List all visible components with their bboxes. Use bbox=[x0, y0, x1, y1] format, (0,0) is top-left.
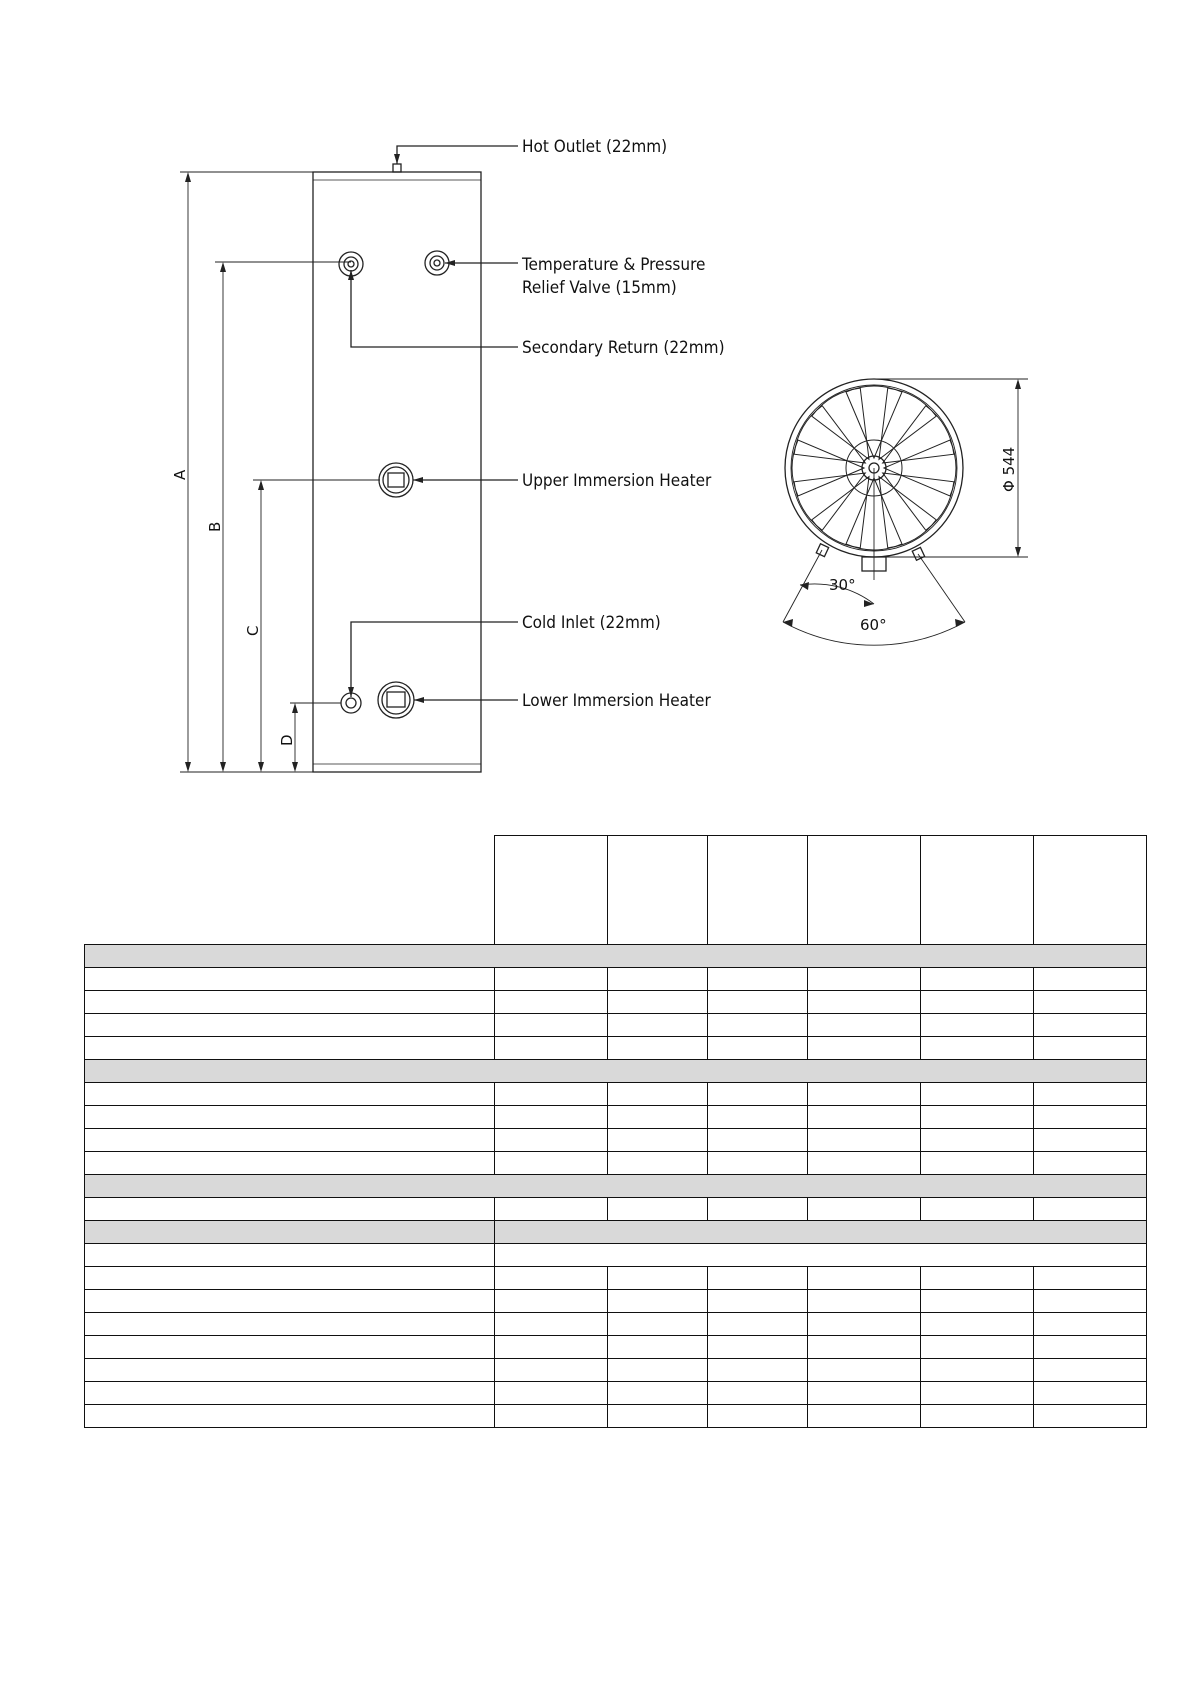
table-cell bbox=[85, 1175, 1147, 1198]
table-cell bbox=[495, 836, 608, 945]
table-cell bbox=[808, 1198, 921, 1221]
table-cell bbox=[495, 1267, 608, 1290]
table-cell bbox=[708, 1106, 808, 1129]
table-cell bbox=[608, 1152, 708, 1175]
table-row bbox=[85, 1014, 1147, 1037]
table-cell bbox=[495, 1106, 608, 1129]
table-cell bbox=[921, 1152, 1034, 1175]
table-cell bbox=[708, 1198, 808, 1221]
table-cell bbox=[921, 1359, 1034, 1382]
table-cell bbox=[1034, 1083, 1147, 1106]
lower-immersion-boss bbox=[378, 682, 518, 718]
table-cell bbox=[608, 991, 708, 1014]
upper-immersion-label: Upper Immersion Heater bbox=[522, 471, 712, 491]
table-cell bbox=[708, 1267, 808, 1290]
table-cell bbox=[85, 1060, 1147, 1083]
table-cell bbox=[495, 1083, 608, 1106]
dim-c-label: C bbox=[244, 625, 262, 636]
table-cell bbox=[608, 836, 708, 945]
table-cell bbox=[85, 1083, 495, 1106]
table-corner bbox=[85, 836, 495, 945]
table-cell bbox=[608, 1014, 708, 1037]
table-cell bbox=[608, 1198, 708, 1221]
table-cell bbox=[608, 1037, 708, 1060]
table-row bbox=[85, 1313, 1147, 1336]
table-cell bbox=[808, 1382, 921, 1405]
tp-relief-valve bbox=[425, 251, 518, 275]
table-cell bbox=[608, 1405, 708, 1428]
table-cell bbox=[85, 945, 1147, 968]
table-cell bbox=[808, 1037, 921, 1060]
table-cell bbox=[85, 1267, 495, 1290]
table-cell bbox=[708, 1359, 808, 1382]
table-cell bbox=[708, 1382, 808, 1405]
secondary-return-label: Secondary Return (22mm) bbox=[522, 338, 725, 358]
table-row bbox=[85, 1382, 1147, 1405]
table-cell bbox=[608, 1267, 708, 1290]
table-cell bbox=[85, 1405, 495, 1428]
table-cell bbox=[1034, 1313, 1147, 1336]
table-cell bbox=[708, 1405, 808, 1428]
table-cell bbox=[495, 991, 608, 1014]
table-cell bbox=[495, 968, 608, 991]
cold-inlet-label: Cold Inlet (22mm) bbox=[522, 613, 661, 633]
table-cell bbox=[608, 1382, 708, 1405]
table-cell bbox=[85, 1014, 495, 1037]
table-cell bbox=[495, 1313, 608, 1336]
technical-drawing bbox=[0, 0, 1191, 830]
table-cell bbox=[921, 1405, 1034, 1428]
upper-immersion-boss bbox=[379, 463, 518, 497]
table-cell bbox=[921, 991, 1034, 1014]
table-cell bbox=[608, 1313, 708, 1336]
table-row bbox=[85, 1152, 1147, 1175]
hot-outlet-label: Hot Outlet (22mm) bbox=[522, 137, 668, 157]
table-cell bbox=[85, 1198, 495, 1221]
table-row bbox=[85, 836, 1147, 945]
table-cell bbox=[808, 836, 921, 945]
table-cell bbox=[495, 1405, 608, 1428]
dim-a-label: A bbox=[171, 469, 189, 480]
table-cell bbox=[1034, 1198, 1147, 1221]
table-cell bbox=[708, 1083, 808, 1106]
table-cell bbox=[808, 1290, 921, 1313]
table-cell bbox=[85, 968, 495, 991]
table-cell bbox=[708, 1290, 808, 1313]
table-cell bbox=[921, 1290, 1034, 1313]
table-cell bbox=[1034, 991, 1147, 1014]
table-cell bbox=[1034, 1290, 1147, 1313]
diameter-label: Φ 544 bbox=[1000, 446, 1018, 492]
table-cell bbox=[495, 1014, 608, 1037]
table-cell bbox=[808, 1014, 921, 1037]
table-cell bbox=[495, 1382, 608, 1405]
table-cell bbox=[608, 1359, 708, 1382]
table-cell bbox=[495, 1336, 608, 1359]
table-cell bbox=[85, 1244, 495, 1267]
table-cell bbox=[921, 1267, 1034, 1290]
table-cell bbox=[85, 1290, 495, 1313]
table-cell bbox=[85, 1359, 495, 1382]
table-cell bbox=[1034, 1359, 1147, 1382]
table-row bbox=[85, 1405, 1147, 1428]
table-cell bbox=[808, 1106, 921, 1129]
table-cell bbox=[708, 1313, 808, 1336]
table-row bbox=[85, 1106, 1147, 1129]
table-cell bbox=[921, 1198, 1034, 1221]
table-cell bbox=[1034, 1129, 1147, 1152]
table-cell bbox=[808, 991, 921, 1014]
table-row bbox=[85, 945, 1147, 968]
tp-relief-label-line1: Temperature & Pressure bbox=[522, 255, 706, 275]
table-row bbox=[85, 1221, 1147, 1244]
table-cell bbox=[708, 968, 808, 991]
table-cell bbox=[85, 1037, 495, 1060]
table-cell bbox=[85, 1336, 495, 1359]
table-cell bbox=[708, 836, 808, 945]
table-cell bbox=[495, 1198, 608, 1221]
table-row bbox=[85, 1359, 1147, 1382]
angle-30-label: 30° bbox=[829, 576, 856, 594]
table-cell bbox=[1034, 1382, 1147, 1405]
table-row bbox=[85, 991, 1147, 1014]
table-cell bbox=[1034, 1267, 1147, 1290]
table-cell bbox=[808, 1405, 921, 1428]
table-cell bbox=[85, 1313, 495, 1336]
table-row bbox=[85, 1037, 1147, 1060]
table-cell bbox=[921, 1014, 1034, 1037]
table-cell bbox=[1034, 1152, 1147, 1175]
table-cell bbox=[921, 1106, 1034, 1129]
table-cell bbox=[1034, 1405, 1147, 1428]
angle-60-label: 60° bbox=[860, 616, 887, 634]
table-cell bbox=[495, 1244, 1147, 1267]
dim-d-label: D bbox=[278, 734, 296, 746]
table-cell bbox=[608, 968, 708, 991]
table-cell bbox=[85, 1129, 495, 1152]
table-cell bbox=[808, 1129, 921, 1152]
table-cell bbox=[495, 1037, 608, 1060]
table-cell bbox=[85, 1152, 495, 1175]
table-row bbox=[85, 1336, 1147, 1359]
table-cell bbox=[1034, 968, 1147, 991]
table-cell bbox=[921, 1313, 1034, 1336]
table-cell bbox=[808, 1152, 921, 1175]
table-cell bbox=[495, 1359, 608, 1382]
secondary-return-port bbox=[339, 252, 518, 347]
table-cell bbox=[708, 1014, 808, 1037]
table-cell bbox=[1034, 1037, 1147, 1060]
tp-relief-label-line2: Relief Valve (15mm) bbox=[522, 278, 677, 298]
table-cell bbox=[921, 1037, 1034, 1060]
hot-outlet-stub bbox=[393, 164, 401, 172]
table-row bbox=[85, 1267, 1147, 1290]
table-cell bbox=[495, 1290, 608, 1313]
table-cell bbox=[921, 836, 1034, 945]
table-cell bbox=[608, 1106, 708, 1129]
table-cell bbox=[495, 1152, 608, 1175]
table-row bbox=[85, 1198, 1147, 1221]
table-cell bbox=[85, 1382, 495, 1405]
table-cell bbox=[808, 1359, 921, 1382]
table-cell bbox=[808, 1083, 921, 1106]
table-cell bbox=[1034, 836, 1147, 945]
table-cell bbox=[708, 1336, 808, 1359]
table-cell bbox=[808, 1267, 921, 1290]
table-cell bbox=[921, 1129, 1034, 1152]
table-row bbox=[85, 1129, 1147, 1152]
table-row bbox=[85, 1175, 1147, 1198]
table-row bbox=[85, 1060, 1147, 1083]
table-cell bbox=[608, 1083, 708, 1106]
table-cell bbox=[708, 1152, 808, 1175]
table-cell bbox=[85, 991, 495, 1014]
specification-table bbox=[84, 835, 1147, 1428]
table-cell bbox=[85, 1221, 495, 1244]
table-cell bbox=[1034, 1336, 1147, 1359]
lower-immersion-label: Lower Immersion Heater bbox=[522, 691, 711, 711]
table-cell bbox=[808, 968, 921, 991]
table-cell bbox=[921, 1336, 1034, 1359]
table-cell bbox=[808, 1313, 921, 1336]
table-cell bbox=[708, 991, 808, 1014]
table-row bbox=[85, 968, 1147, 991]
table-cell bbox=[608, 1290, 708, 1313]
table-row bbox=[85, 1290, 1147, 1313]
table-row bbox=[85, 1083, 1147, 1106]
table-cell bbox=[495, 1221, 1147, 1244]
dim-b-label: B bbox=[206, 521, 224, 532]
plan-view bbox=[783, 379, 1028, 645]
table-cell bbox=[608, 1336, 708, 1359]
table-cell bbox=[921, 1382, 1034, 1405]
table-cell bbox=[608, 1129, 708, 1152]
table-cell bbox=[708, 1037, 808, 1060]
table-cell bbox=[921, 968, 1034, 991]
table-cell bbox=[85, 1106, 495, 1129]
table-cell bbox=[495, 1129, 608, 1152]
table-cell bbox=[921, 1083, 1034, 1106]
table-cell bbox=[1034, 1106, 1147, 1129]
table-cell bbox=[808, 1336, 921, 1359]
table-cell bbox=[1034, 1014, 1147, 1037]
table-cell bbox=[708, 1129, 808, 1152]
table-row bbox=[85, 1244, 1147, 1267]
